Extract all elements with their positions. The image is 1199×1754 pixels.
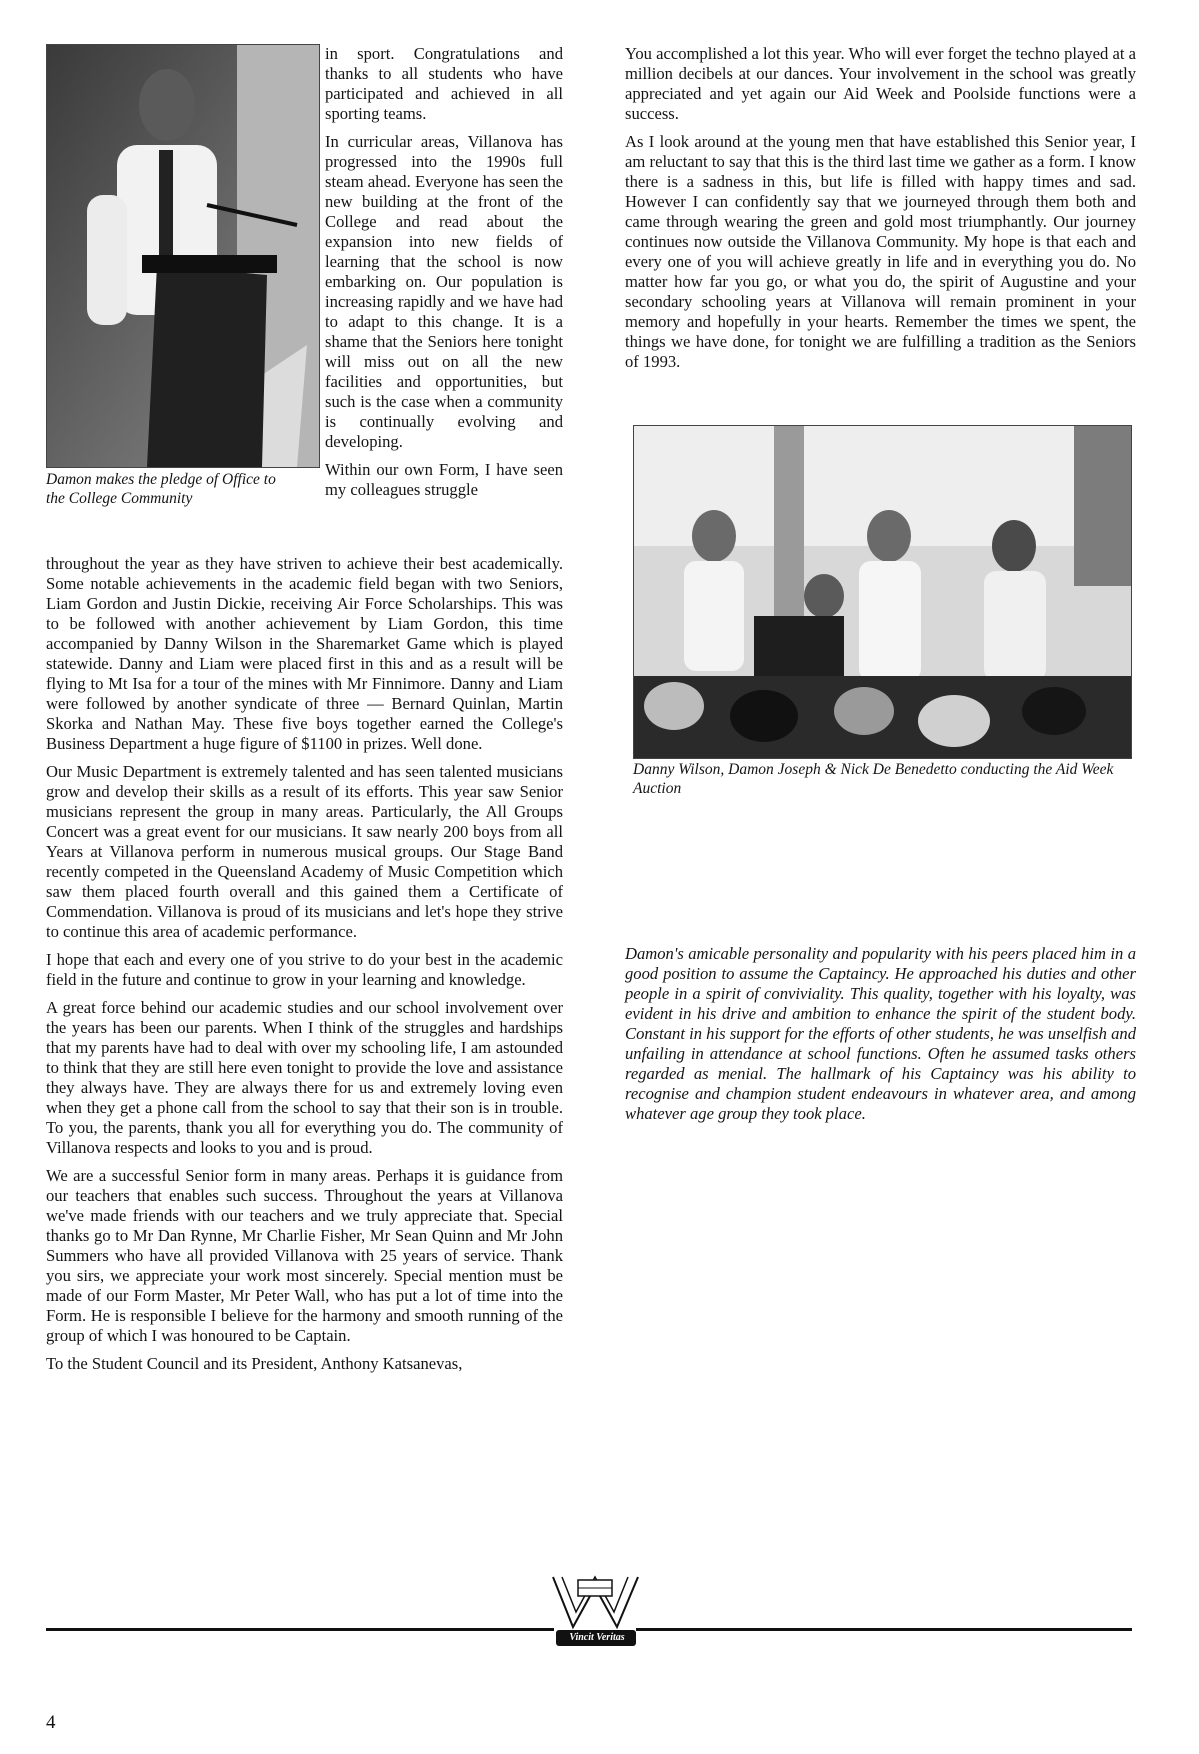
- left-column-top: [325, 44, 563, 500]
- photo-aid-week-auction: [633, 425, 1132, 759]
- photo-damon-pledge: [46, 44, 320, 468]
- captain-tribute: Damon's amicable personality and popularity with his peers placed him in a good position to assume the Captaincy. He approached his duties and other people in a spirit of conviviality. This quality, together with his loyalty, was evident in his drive and ambition to enhance the spirit of the student body. Constant in his support for the efforts of other students, he was unselfish and unfailing in attendance at school functions. Often he assumed tasks others regarded as menial. The hallmark of his Captaincy was his ability to recognise and champion student endeavours in whatever area, and among whatever age group they took place.: [625, 944, 1136, 1123]
- right-column: [625, 44, 1136, 380]
- logo-motto: Vincit Veritas: [569, 1632, 625, 1643]
- photo-damon-caption: Damon makes the pledge of Office to the College Community: [46, 471, 276, 507]
- paragraph: Our Music Department is extremely talented and has seen talented musicians grow and develop their skills as a result of its efforts. This year saw Senior musicians represent the group in many areas. Particularly, the All Groups Concert was a great event for our musicians. It saw nearly 200 boys from all Years at Villanova perform in numerous musical groups. Our Stage Band recently competed in the Queensland Academy of Music Competition which saw them placed fourth overall and this gained them a Certificate of Commendation. Villanova is proud of its musicians and let's hope they strive to continue this area of academic performance.: [46, 762, 563, 941]
- footer-rule-left: [46, 1628, 554, 1631]
- footer-rule-right: [636, 1628, 1132, 1631]
- paragraph: As I look around at the young men that have established this Senior year, I am reluctant to say that this is the third last time we gather as a form. I know there is a sadness in this, but life is filled with happy times and sad. However I can confidently say that we journeyed through them both and came through wearing the green and gold most triumphantly. Our journey continues now outside the Villanova Community. My hope is that each and every one of you will achieve greatly in life and in everything you do. No matter how far you go, or what you do, the spirit of Augustine and your secondary schooling years at Villanova will remain prominent in your memory and hopefully in your hearts. Remember the times we spent, the things we have done, for tonight we are fulfilling a tradition as the Seniors of 1993.: [625, 132, 1136, 371]
- villanova-logo: [548, 1572, 643, 1652]
- photo-damon-illustration: [47, 45, 319, 467]
- photo-auction-illustration: [634, 426, 1131, 758]
- paragraph: Within our own Form, I have seen my colleagues struggle: [325, 460, 563, 499]
- left-column-main: [46, 554, 563, 1382]
- paragraph: You accomplished a lot this year. Who will ever forget the techno played at a million decibels at our dances. Your involvement in the school was greatly appreciated and yet again our Aid Week and Poolside functions were a success.: [625, 44, 1136, 123]
- paragraph: I hope that each and every one of you strive to do your best in the academic field in the future and continue to grow in your learning and knowledge.: [46, 950, 563, 989]
- paragraph: A great force behind our academic studies and our school involvement over the years has been our parents. When I think of the struggles and hardships that my parents have had to deal with over my schooling life, I am astounded to think that they are still here even tonight to provide the love and assistance they always have. They are always there for us and extremely loving even when they get a phone call from the school to say that their son is in trouble. To you, the parents, thank you all for everything you do. The community of Villanova respects and looks to you and is proud.: [46, 998, 563, 1157]
- paragraph: In curricular areas, Villanova has progressed into the 1990s full steam ahead. Everyone has seen the new building at the front of the College and read about the expansion into new fields of learning that the school is now embarking on. Our population is increasing rapidly and we have had to adapt to this change. It is a shame that the Seniors here tonight will miss out on all the new facilities and opportunities, but such is the case when a community is continually evolving and developing.: [325, 132, 563, 451]
- paragraph: in sport. Congratulations and thanks to all students who have participated and achieved in all sporting teams.: [325, 44, 563, 123]
- photo-auction-caption: Danny Wilson, Damon Joseph & Nick De Benedetto conducting the Aid Week Auction: [633, 761, 1114, 797]
- page-number: 4: [46, 1712, 56, 1733]
- paragraph: We are a successful Senior form in many areas. Perhaps it is guidance from our teachers that enables such success. Throughout the years at Villanova we've made friends with our teachers and we truly appreciate that. Special thanks go to Mr Dan Rynne, Mr Charlie Fisher, Mr Sean Quinn and Mr John Summers who have all provided Villanova with 25 years of service. Thank you sirs, we appreciate your work most sincerely. Special mention must be made of our Form Master, Mr Peter Wall, who has put a lot of time into the Form. He is responsible I believe for the harmony and smooth running of the group of which I was honoured to be Captain.: [46, 1166, 563, 1345]
- paragraph: To the Student Council and its President, Anthony Katsanevas,: [46, 1354, 463, 1373]
- paragraph: throughout the year as they have striven to achieve their best academically. Some notable achievements in the academic field began with two Seniors, Liam Gordon and Justin Dickie, receiving Air Force Scholarships. This was to be followed with another achievement by Liam Gordon, this time accompanied by Danny Wilson in the Sharemarket Game which is played statewide. Danny and Liam were placed first in this and as a result will be flying to Mt Isa for a tour of the mines with Mr Finnimore. Danny and Liam were followed by another syndicate of three — Bernard Quinlan, Martin Skorka and Nathan May. These five boys together earned the College's Business Department a huge figure of $1100 in prizes. Well done.: [46, 554, 563, 753]
